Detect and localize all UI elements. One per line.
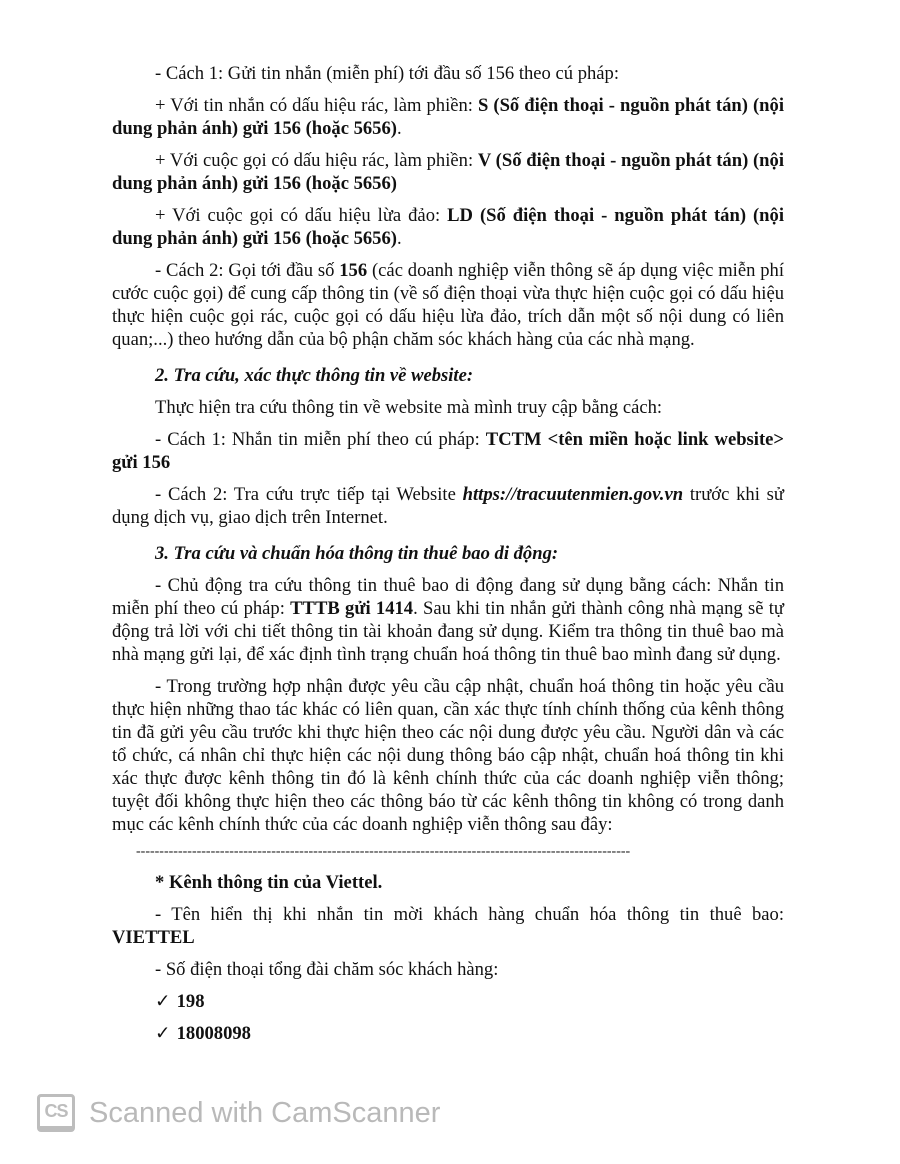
call-syntax: V (Số điện thoại - nguồn phát tán) (nội dung phản ánh) gửi 156 (hoặc 5656) [112,150,784,194]
section3-p1-syntax: TTTB gửi 1414 [290,598,414,619]
document-page [112,62,784,1054]
section3-p2 [112,675,784,836]
hotline-item [112,990,784,1013]
viettel-display-name [112,903,784,949]
hotline-number: 198 [176,991,205,1012]
way2-rest: (các doanh nghiệp viễn thông sẽ áp dụng việc miễn phí cước cuộc gọi) để cung cấp thông tin (về số điện thoại vừa thực hiện cuộc gọi có dấu hiệu thực hiện cuộc gọi rác, cuộc gọi có dấu hiệu lừa đảo, trích dẫn một số nội dung có liên quan;...) theo hướng dẫn của bộ phận chăm sóc khách hàng của các nhà mạng. [112,260,784,350]
section1-way1 [112,62,784,85]
section1-way2 [112,259,784,351]
viettel-hotline-label [112,958,784,981]
website-link[interactable]: https://tracuutenmien.gov.vn [462,484,684,505]
section1-fraud [112,204,784,250]
checkmark-icon: ✓ [155,991,171,1012]
fraud-syntax: LD (Số điện thoại - nguồn phát tán) (nội dung phản ánh) gửi 156 (hoặc 5656) [112,205,784,249]
section3-p2-text: - Trong trường hợp nhận được yêu cầu cập nhật, chuẩn hoá thông tin hoặc yêu cầu thực hiện những thao tác khác có liên quan, cần xác thực tính chính thống của kênh thông tin đã gửi yêu cầu trước khi thực hiện theo các nội dung được yêu cầu. Người dân và các tổ chức, cá nhân chỉ thực hiện các nội dung thông báo cập nhật, chuẩn hoá thông tin khi xác thực được kênh thông tin đó là kênh chính thức của các doanh nghiệp viễn thông; tuyệt đối không thực hiện theo các thông báo từ các kênh thông tin không có trong danh mục các kênh chính thức của các doanh nghiệp viễn thông sau đây: [112,676,784,835]
way2-number: 156 [339,260,368,281]
section3-p1 [112,574,784,666]
dashed-separator: ---------------------------------------------------------------------------------------------------------- [136,845,631,859]
camscanner-watermark [37,1094,440,1132]
camscanner-logo-icon: CS [37,1094,75,1132]
display-prefix: - Tên hiển thị khi nhắn tin mời khách hàng chuẩn hóa thông tin thuê bao: [155,904,784,925]
call-prefix: + Với cuộc gọi có dấu hiệu rác, làm phiền: [155,150,478,171]
section2-way1-prefix: - Cách 1: Nhắn tin miễn phí theo cú pháp: [155,429,486,450]
hotline-item [112,1022,784,1045]
section2-intro-text: Thực hiện tra cứu thông tin về website mà mình truy cập bằng cách: [155,397,663,418]
fraud-end: . [396,228,402,249]
hotline-number: 18008098 [176,1023,251,1044]
sms-syntax: S (Số điện thoại - nguồn phát tán) (nội dung phản ánh) gửi 156 (hoặc 5656) [112,95,784,139]
watermark-text: Scanned with CamScanner [89,1096,441,1129]
way1-text: - Cách 1: Gửi tin nhắn (miễn phí) tới đầu số 156 theo cú pháp: [155,63,620,84]
section2-heading: 2. Tra cứu, xác thực thông tin về website: [155,365,474,386]
section2-intro [112,396,784,419]
section1-sms [112,94,784,140]
section1-call [112,149,784,195]
display-name-value: VIETTEL [112,927,195,948]
section2-way2 [112,483,784,529]
hotline-label-text: - Số điện thoại tổng đài chăm sóc khách hàng: [155,959,499,980]
fraud-prefix: + Với cuộc gọi có dấu hiệu lừa đảo: [155,205,448,226]
sms-end: . [396,118,402,139]
way2-prefix: - Cách 2: Gọi tới đầu số [155,260,340,281]
viettel-heading: * Kênh thông tin của Viettel. [155,872,383,893]
section3-p1-prefix: - Chủ động tra cứu thông tin thuê bao di động đang sử dụng bằng cách: Nhắn tin miễn phí theo cú pháp: [112,575,784,619]
checkmark-icon: ✓ [155,1023,171,1044]
section2-way1 [112,428,784,474]
section2-way2-rest: trước khi sử dụng dịch vụ, giao dịch trên Internet. [112,484,785,528]
section2-way2-prefix: - Cách 2: Tra cứu trực tiếp tại Website [155,484,463,505]
sms-prefix: + Với tin nhắn có dấu hiệu rác, làm phiền: [155,95,478,116]
section3-p1-rest: . Sau khi tin nhắn gửi thành công nhà mạng sẽ tự động trả lời với chi tiết thông tin tài khoản đang sử dụng. Kiểm tra thông tin thuê bao mà nhà mạng gửi lại, để xác định tình trạng chuẩn hoá thông tin thuê bao mình đang sử dụng. [112,598,784,665]
section2-way1-syntax: TCTM <tên miền hoặc link website> gửi 156 [112,429,784,473]
section3-heading: 3. Tra cứu và chuẩn hóa thông tin thuê bao di động: [155,543,559,564]
